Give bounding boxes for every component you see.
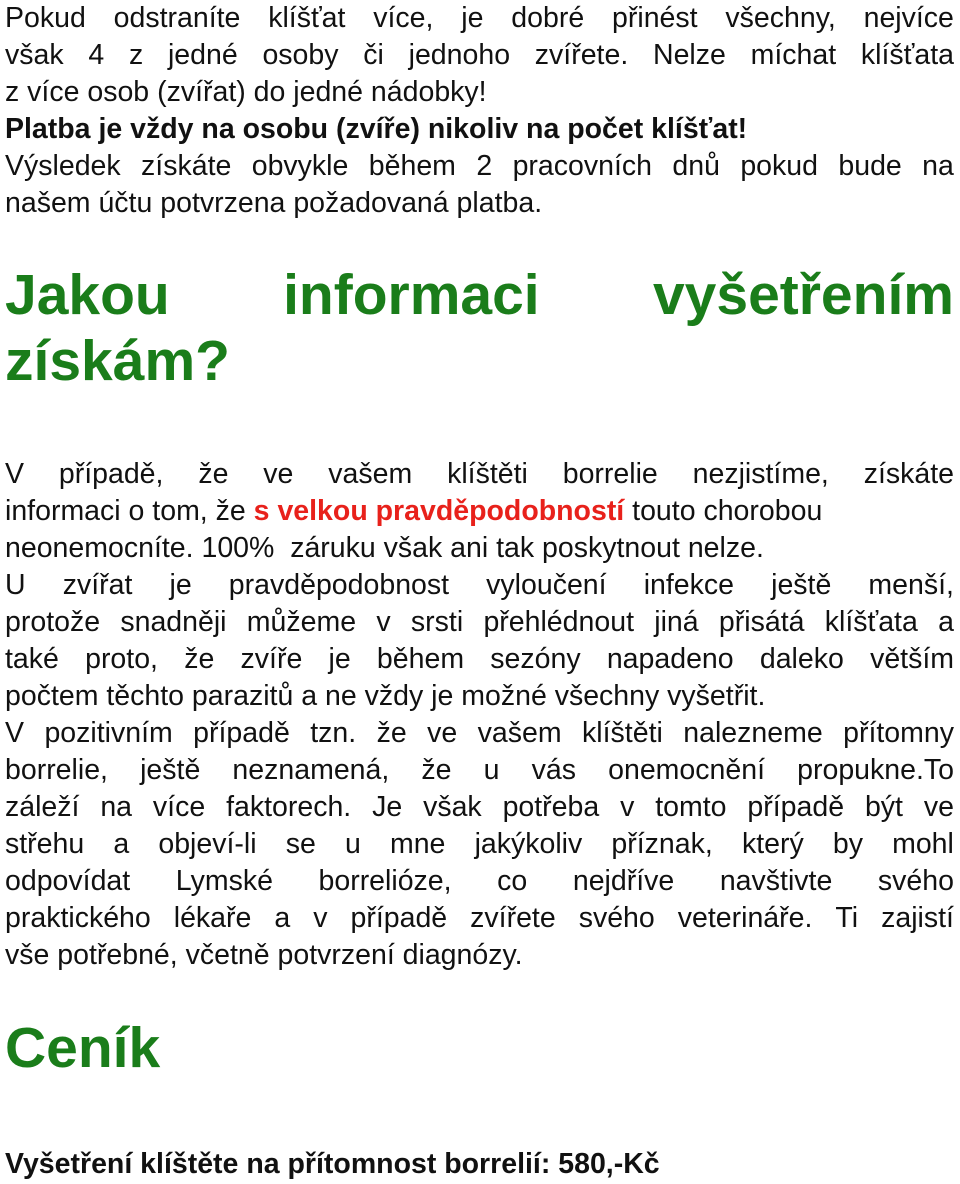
word: nezjistíme, [692,458,829,490]
body-line-13 [5,900,954,937]
word: klíšťata [824,606,918,638]
word: onemocnění [608,754,765,786]
word: ve [263,458,294,490]
body-line-5 [5,604,954,641]
word: proto, [85,643,158,675]
word: obvykle [251,150,349,182]
payment-note: Platba je vždy na osobu (zvíře) nikoliv na počet klíšťat! [5,113,748,145]
word: pokud [740,150,818,182]
word: zajistí [881,902,954,934]
word: také [5,643,59,675]
word: odstraníte [113,2,241,34]
word: že [198,458,229,490]
word: přítomny [843,717,954,749]
word: případě [193,717,290,749]
word: vašem [477,717,562,749]
intro-line-3: z více osob (zvířat) do jedné nádobky! [5,76,487,108]
intro-line-1 [5,0,954,37]
body-paragraph [5,456,954,974]
body-line-8 [5,715,954,752]
word: objeví-li [158,828,257,860]
word: borrelie, [5,754,108,786]
word: případě, [58,458,164,490]
word: 2 [476,150,493,182]
word: v [376,606,391,638]
word: u [483,754,500,786]
word: a [938,606,954,638]
heading-line-2: získám? [5,329,230,393]
word: je [461,2,484,34]
body-line-11 [5,826,954,863]
intro-paragraph [5,0,954,222]
word: získáte [141,150,232,182]
word: u [344,828,361,860]
intro-line-2 [5,37,954,74]
heading-line-1 [5,262,954,328]
word: sezóny [490,643,581,675]
word: však [423,791,482,823]
word: informaci [283,263,540,327]
word: lékaře [173,902,252,934]
word: záleží [5,791,80,823]
word: vašem [328,458,413,490]
body-line-6 [5,641,954,678]
word: vyšetřením [652,263,954,327]
word: propukne.To [797,754,954,786]
word: klíštěti [582,717,663,749]
word: můžeme [246,606,357,638]
word: že [184,643,215,675]
word: Nelze [653,39,726,71]
word: osoby [262,39,339,71]
word: ve [923,791,954,823]
word: V [5,717,25,749]
word: neznamená, [232,754,390,786]
word: Lymské [175,865,273,897]
word: jednoho [408,39,511,71]
word: více, [373,2,434,34]
word: veterináře. [677,902,813,934]
word: vás [531,754,576,786]
word: nejdříve [572,865,675,897]
word: je [328,643,351,675]
word: potřeba [502,791,600,823]
intro-line-5 [5,148,954,185]
word: vyloučení [486,569,607,601]
body-line-3: neonemocníte. 100% záruku však ani tak poskytnout nelze. [5,532,764,564]
word: na [100,791,133,823]
word: svého [578,902,655,934]
word: klíšťata [860,39,954,71]
word: jiná [654,606,699,638]
word: příznak, [611,828,713,860]
word: by [832,828,863,860]
word: střehu [5,828,85,860]
word: napadeno [606,643,734,675]
word: nejvíce [863,2,954,34]
word: mohl [892,828,954,860]
word: ještě [140,754,201,786]
body-line-14: vše potřebné, včetně potvrzení diagnózy. [5,939,523,971]
word: borrelióze, [318,865,452,897]
word: v [620,791,635,823]
word: větším [870,643,954,675]
word: přisátá [718,606,805,638]
intro-line-6: našem účtu potvrzena požadovaná platba. [5,187,543,219]
word: protože [5,606,101,638]
word: borrelie [562,458,658,490]
word: ještě [771,569,832,601]
body-line-9 [5,752,954,789]
body-line-7: počtem těchto parazitů a ne vždy je možné všechny vyšetřit. [5,680,766,712]
word: Jakou [5,263,170,327]
body-line-12 [5,863,954,900]
body-line-2-before: informaci o tom, že [5,495,254,527]
word: který [741,828,804,860]
body-line-1 [5,456,954,493]
word: zvířat [62,569,133,601]
word: dobré [511,2,585,34]
word: srsti [410,606,464,638]
word: během [368,150,456,182]
word: či [363,39,384,71]
word: V [5,458,25,490]
word: U [5,569,26,601]
word: během [376,643,465,675]
word: pracovních [512,150,652,182]
body-line-2-after: touto chorobou [624,495,823,527]
word: bude [838,150,902,182]
word: navštivte [719,865,833,897]
word: co [497,865,528,897]
heading-what-info [5,262,954,394]
word: více [152,791,206,823]
body-line-2 [5,493,954,530]
word: na [922,150,954,182]
word: z [128,39,144,71]
word: že [421,754,452,786]
body-line-4 [5,567,954,604]
word: tzn. [310,717,357,749]
word: menší, [868,569,954,601]
word: případě [747,791,845,823]
word: míchat [750,39,837,71]
word: jakýkoliv [474,828,583,860]
word: daleko [759,643,844,675]
word: mne [389,828,446,860]
word: klíšťat [268,2,346,34]
word: praktického [5,902,151,934]
word: nalezneme [683,717,823,749]
word: svého [877,865,954,897]
price-line: Vyšetření klíštěte na přítomnost borrelií: 580,-Kč [5,1148,660,1180]
word: ve [427,717,458,749]
word: a [274,902,291,934]
word: případě [350,902,448,934]
word: Je [372,791,403,823]
word: snadněji [120,606,227,638]
word: že [376,717,407,749]
word: a [113,828,130,860]
body-line-2-text [5,493,822,530]
word: v [313,902,328,934]
word: odpovídat [5,865,131,897]
highlight-probability: s velkou pravděpodobností [253,495,625,527]
word: být [864,791,903,823]
body-line-10 [5,789,954,826]
word: však [5,39,64,71]
word: získáte [863,458,954,490]
word: zvířete [470,902,556,934]
word: jedné [167,39,238,71]
word: faktorech. [226,791,352,823]
word: zvířete. [534,39,629,71]
word: dnů [672,150,720,182]
word: je [169,569,192,601]
word: klíštěti [447,458,528,490]
word: infekce [643,569,734,601]
word: tomto [655,791,727,823]
word: se [285,828,316,860]
word: 4 [88,39,105,71]
word: Výsledek [5,150,121,182]
word: pozitivním [44,717,173,749]
word: přehlédnout [483,606,634,638]
word: Pokud [5,2,86,34]
heading-price-list: Ceník [5,1016,161,1080]
word: Ti [835,902,859,934]
word: přinést [612,2,698,34]
word: všechny, [725,2,836,34]
word: zvíře [240,643,303,675]
word: pravděpodobnost [228,569,450,601]
